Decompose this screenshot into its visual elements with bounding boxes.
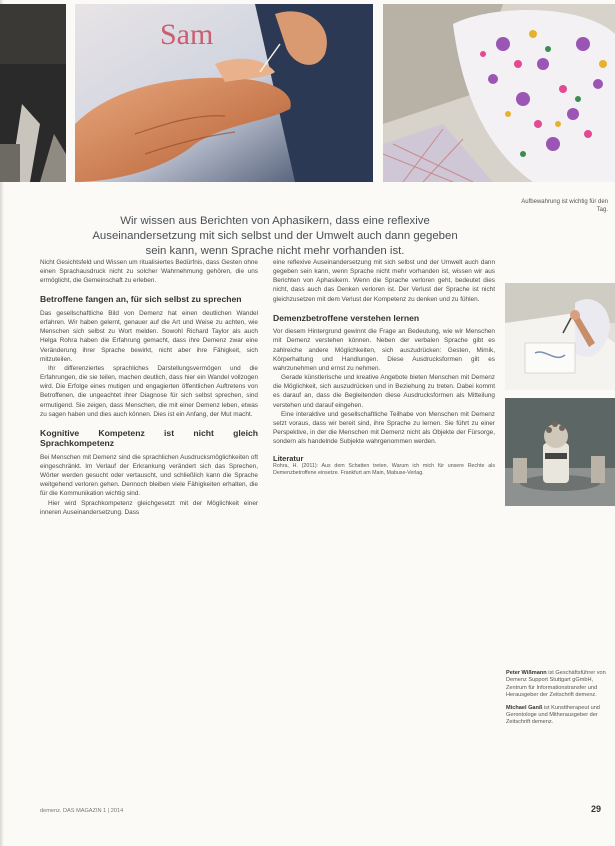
paragraph: Vor diesem Hintergrund gewinnt die Frage an Bedeutung, wie wir Menschen mit Demenz verstehen können. Neben der verbalen Sprache gibt es zahlreiche andere Möglichkeiten, sich auszudrücken: Gesten, Mimik, Körperhaltung und Handlungen. Diese Ausdrucksformen gilt es wahrzunehmen und ernst zu nehmen.	[273, 328, 495, 372]
author-note	[506, 670, 606, 700]
quilt-photo	[383, 4, 615, 182]
photo-left-strip	[0, 4, 66, 182]
author-name: Peter Wißmann	[506, 670, 547, 676]
journal-footer: demenz. DAS MAGAZIN 1 | 2014	[40, 808, 124, 814]
author-description: ist Geschäftsführer von Demenz Support Stuttgart gGmbH, Zentrum für Informationstransfer und Herausgeber der Zeitschrift demenz.	[506, 670, 606, 699]
section-heading: Demenzbetroffene verstehen lernen	[273, 312, 420, 323]
pull-quote	[60, 214, 490, 259]
paragraph: Nicht Gesichtsfeld und Wissen um ritualisiertes Bedürfnis, dass Gesten ohne einen Sprachausdruck nicht zu solcher Wahrnehmung gehören, die uns ermöglicht, die Gemeinschaft zu erleben.	[40, 259, 258, 285]
section-heading: Kognitive Kompetenz ist nicht gleich Sprachkompetenz	[40, 427, 258, 449]
author-notes	[506, 670, 606, 732]
literature-reference: Rohra, H. (2011): Aus dem Schatten treten. Warum ich mich für unsere Rechte als Demenzbetroffene einsetze. Frankfurt am Main, Mabuse-Verlag.	[273, 463, 495, 477]
paragraph: Bei Menschen mit Demenz sind die sprachlichen Ausdrucksmöglichkeiten oft eingeschränkt. Im Verlauf der Erkrankung verändert sich das Sprechen, Wörter werden gesucht oder vertauscht, und schließlich kann die Sprache weitgehend verloren gehen. Dennoch bleiben viele Fähigkeiten erhalten, die für die Kommunikation wichtig sind.	[40, 453, 258, 498]
paragraph: Das gesellschaftliche Bild von Demenz hat einen deutlichen Wandel erfahren. Wir haben gelernt, genauer auf die Art und Weise zu achten, wie Menschen sich selbst zu Wort melden. Sowohl Richard Taylor als auch Helga Rohra haben die Erfahrung gemacht, dass ihre Demenz zwar eine Veränderung ihrer Sprache bewirkt, nicht aber ihre Fähigkeit, sich mitzuteilen.	[40, 309, 258, 363]
author-note	[506, 705, 606, 727]
paragraph: eine reflexive Auseinandersetzung mit sich selbst und der Umwelt auch dann gegeben sein kann, wenn Sprache nicht mehr vorhanden ist, wissen wir aus Berichten von Aphasikern. Wenn die Sprache verloren geht, bedeutet dies nicht, dass auch das Denken verloren ist. Der Verlust der Sprache ist nicht gleichzusetzen mit dem Verlust der Kompetenz zu denken und zu fühlen.	[273, 259, 495, 303]
photo-caption: Aufbewahrung ist wichtig für den Tag.	[521, 199, 608, 213]
author-description: ist Kunsttherapeut und Gerontologe und Mitherausgeber der Zeitschrift demenz.	[506, 704, 600, 726]
author-name: Michael Ganß	[506, 704, 543, 711]
literature-heading: Literatur	[273, 454, 304, 464]
svg-text:Sam: Sam	[160, 18, 214, 51]
pull-quote-line: Wir wissen aus Berichten von Aphasikern, dass eine reflexive	[120, 215, 430, 227]
article-column-middle	[273, 258, 495, 477]
paragraph: Ihr differenziertes sprachliches Darstellungsvermögen und die Erfahrungen, die sie teilen, machen deutlich, dass hier ein Wandel vollzogen wird. Die Erfolge eines mutigen und engagierten öffentlichen Auftretens von Betroffenen, die ungeachtet ihrer Diagnose für sich selbst sprechen, sind ermutigend. Sie zeigen, dass Menschen, die mit einer Demenz leben, etwas zu sagen haben und dies auch können. Dies ist ein Anfang, der Mut macht.	[40, 364, 258, 418]
section-heading: Betroffene fangen an, für sich selbst zu sprechen	[40, 294, 242, 305]
literature-section	[273, 454, 495, 477]
painting-photo	[505, 283, 615, 390]
pull-quote-line: sein kann, wenn Sprache nicht mehr vorhanden ist.	[145, 245, 405, 257]
hands-photo	[75, 4, 373, 182]
pull-quote-line: Auseinandersetzung mit sich selbst und der Umwelt auch dann gegeben	[92, 230, 458, 242]
paragraph: Hier wird Sprachkompetenz gleichgesetzt mit der Möglichkeit einer inneren Auseinandersetzung. Dass	[40, 499, 258, 516]
paragraph: Eine interaktive und gesellschaftliche Teilhabe von Menschen mit Demenz setzt voraus, dass wir bereit sind, ihre Sprache zu lernen. Sie führt zu einer Perspektive, in der die Menschen mit Demenz nicht als Objekte der Fürsorge, sondern als handelnde Subjekte wahrgenommen werden.	[273, 410, 495, 446]
paragraph: Gerade künstlerische und kreative Angebote bieten Menschen mit Demenz die Möglichkeit, sich auszudrücken und in Beziehung zu treten. Dabei kommt es darauf an, dass die Begleitenden diese Ausdrucksformen als Mitteilung verstehen und darauf eingehen.	[273, 374, 495, 409]
artwork-photo	[505, 398, 615, 506]
article-column-left	[40, 258, 258, 517]
page-number: 29	[590, 804, 601, 814]
